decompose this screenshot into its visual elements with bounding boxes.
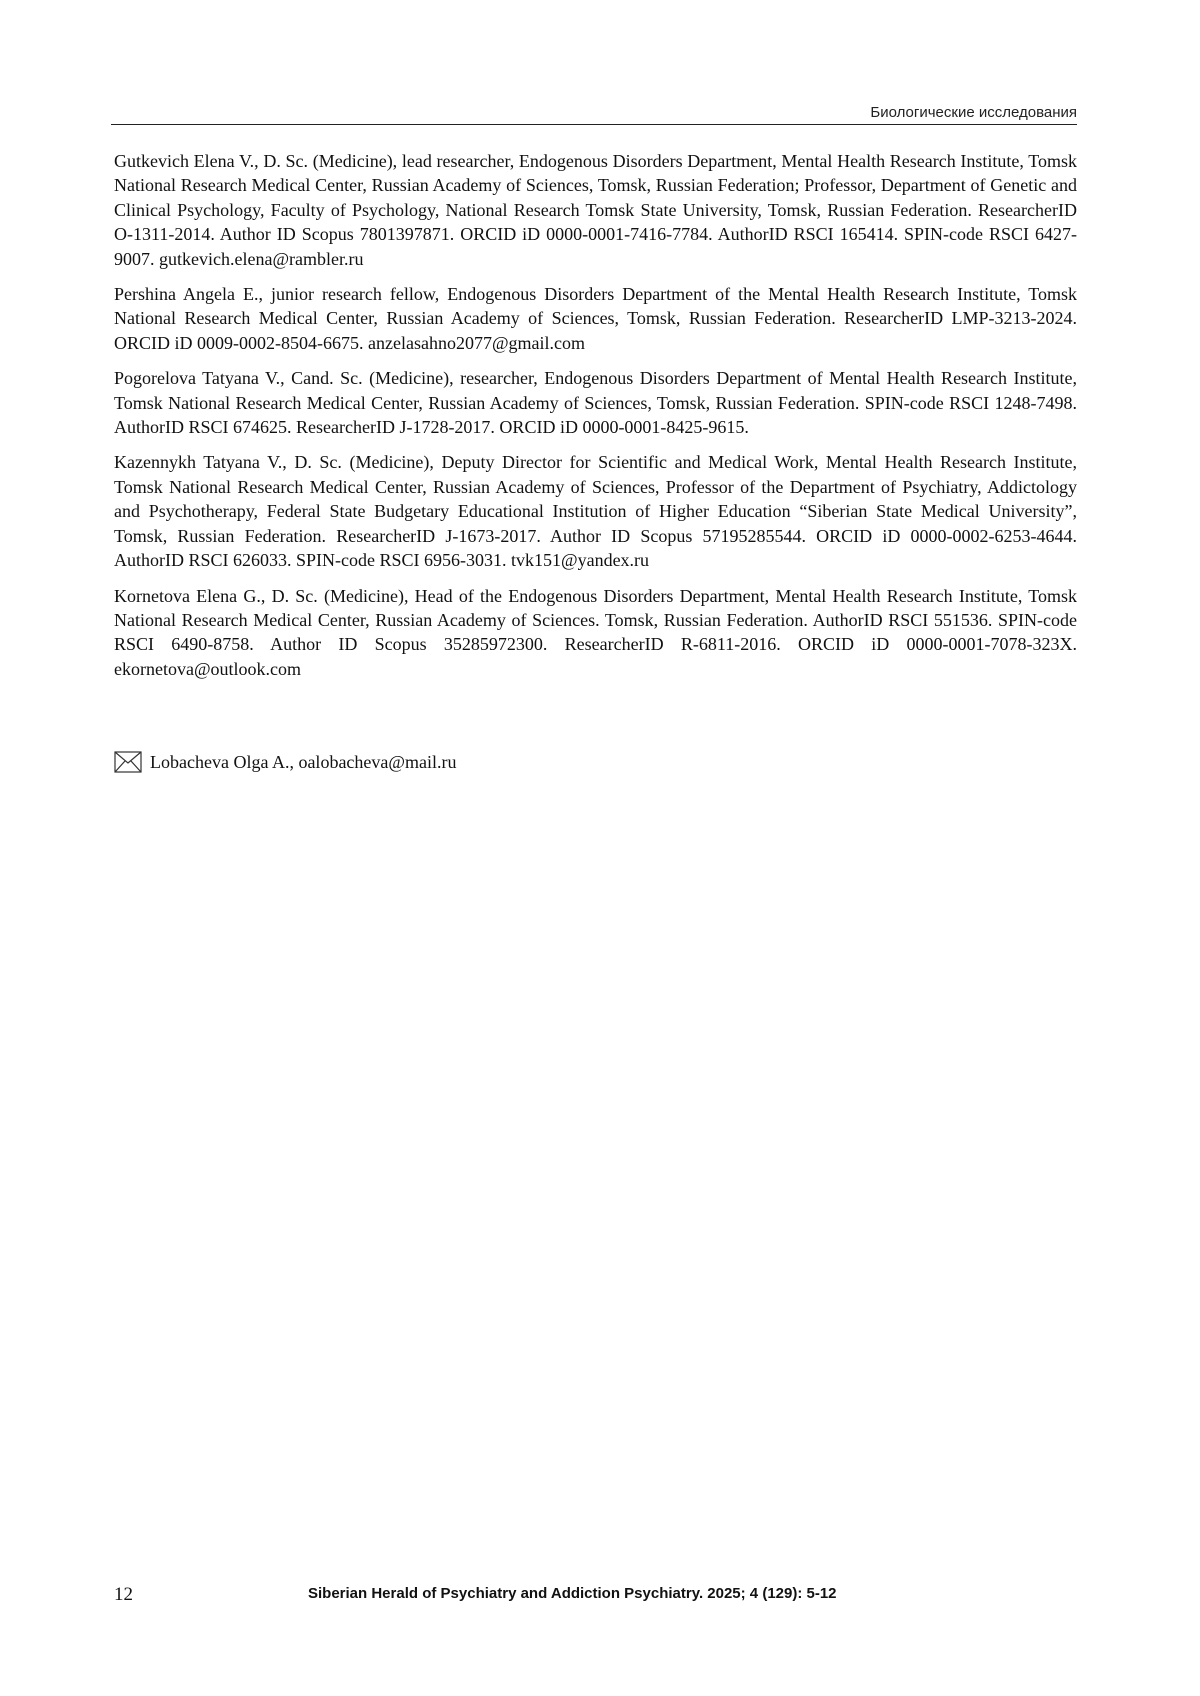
running-header	[111, 104, 1077, 125]
correspondence-author	[114, 751, 456, 773]
correspondence-text: Lobacheva Olga A., oalobacheva@mail.ru	[150, 751, 457, 772]
author-info-kornetova: Kornetova Elena G., D. Sc. (Medicine), Head of the Endogenous Disorders Department, Mental Health Research Institute, Tomsk National Research Medical Center, Russian Academy of Sciences. Tomsk, Russian Federation. AuthorID RSCI 551536. SPIN-code RSCI 6490-8758. Author ID Scopus 35285972300. ResearcherID R-6811-2016. ORCID iD 0000-0001-7078-323X. ekornetova@outlook.com	[114, 585, 1077, 679]
author-info-pershina: Pershina Angela E., junior research fellow, Endogenous Disorders Department of the Mental Health Research Institute, Tomsk National Research Medical Center, Russian Academy of Sciences, Tomsk, Russian Federation. ResearcherID LMP-3213-2024. ORCID iD 0009-0002-8504-6675. anzelasahno2077@gmail.com	[114, 284, 1077, 353]
author-info-pogorelova: Pogorelova Tatyana V., Cand. Sc. (Medicine), researcher, Endogenous Disorders Department of Mental Health Research Institute, Tomsk National Research Medical Center, Russian Academy of Sciences, Tomsk, Russian Federation. SPIN-code RSCI 1248-7498. AuthorID RSCI 674625. ResearcherID J-1728-2017. ORCID iD 0000-0001-8425-9615.	[114, 368, 1077, 438]
author-info-kazennykh: Kazennykh Tatyana V., D. Sc. (Medicine), Deputy Director for Scientific and Medical Work, Mental Health Research Institute, Tomsk National Research Medical Center, Russian Academy of Sciences, Professor of the Department of Psychiatry, Addictology and Psychotherapy, Federal State Budgetary Educational Institution of Higher Education “Siberian State Medical University”, Tomsk, Russian Federation. ResearcherID J-1673-2017. Author ID Scopus 57195285544. ORCID iD 0000-0002-6253-4644. AuthorID RSCI 626033. SPIN-code RSCI 6956-3031. tvk151@yandex.ru	[114, 452, 1077, 571]
page-number: 12	[114, 1584, 133, 1605]
journal-citation: Siberian Herald of Psychiatry and Addiction Psychiatry. 2025; 4 (129): 5-12	[308, 1585, 837, 1602]
author-info-gutkevich: Gutkevich Elena V., D. Sc. (Medicine), lead researcher, Endogenous Disorders Department, Mental Health Research Institute, Tomsk National Research Medical Center, Russian Academy of Sciences, Tomsk, Russian Federation; Professor, Department of Genetic and Clinical Psychology, Faculty of Psychology, National Research Tomsk State University, Tomsk, Russian Federation. ResearcherID O-1311-2014. Author ID Scopus 7801397871. ORCID iD 0000-0001-7416-7784. AuthorID RSCI 165414. SPIN-code RSCI 6427-9007. gutkevich.elena@rambler.ru	[114, 151, 1077, 269]
section-title: Биологические исследования	[870, 104, 1077, 121]
envelope-icon	[114, 751, 142, 773]
author-info-list	[114, 149, 1077, 692]
